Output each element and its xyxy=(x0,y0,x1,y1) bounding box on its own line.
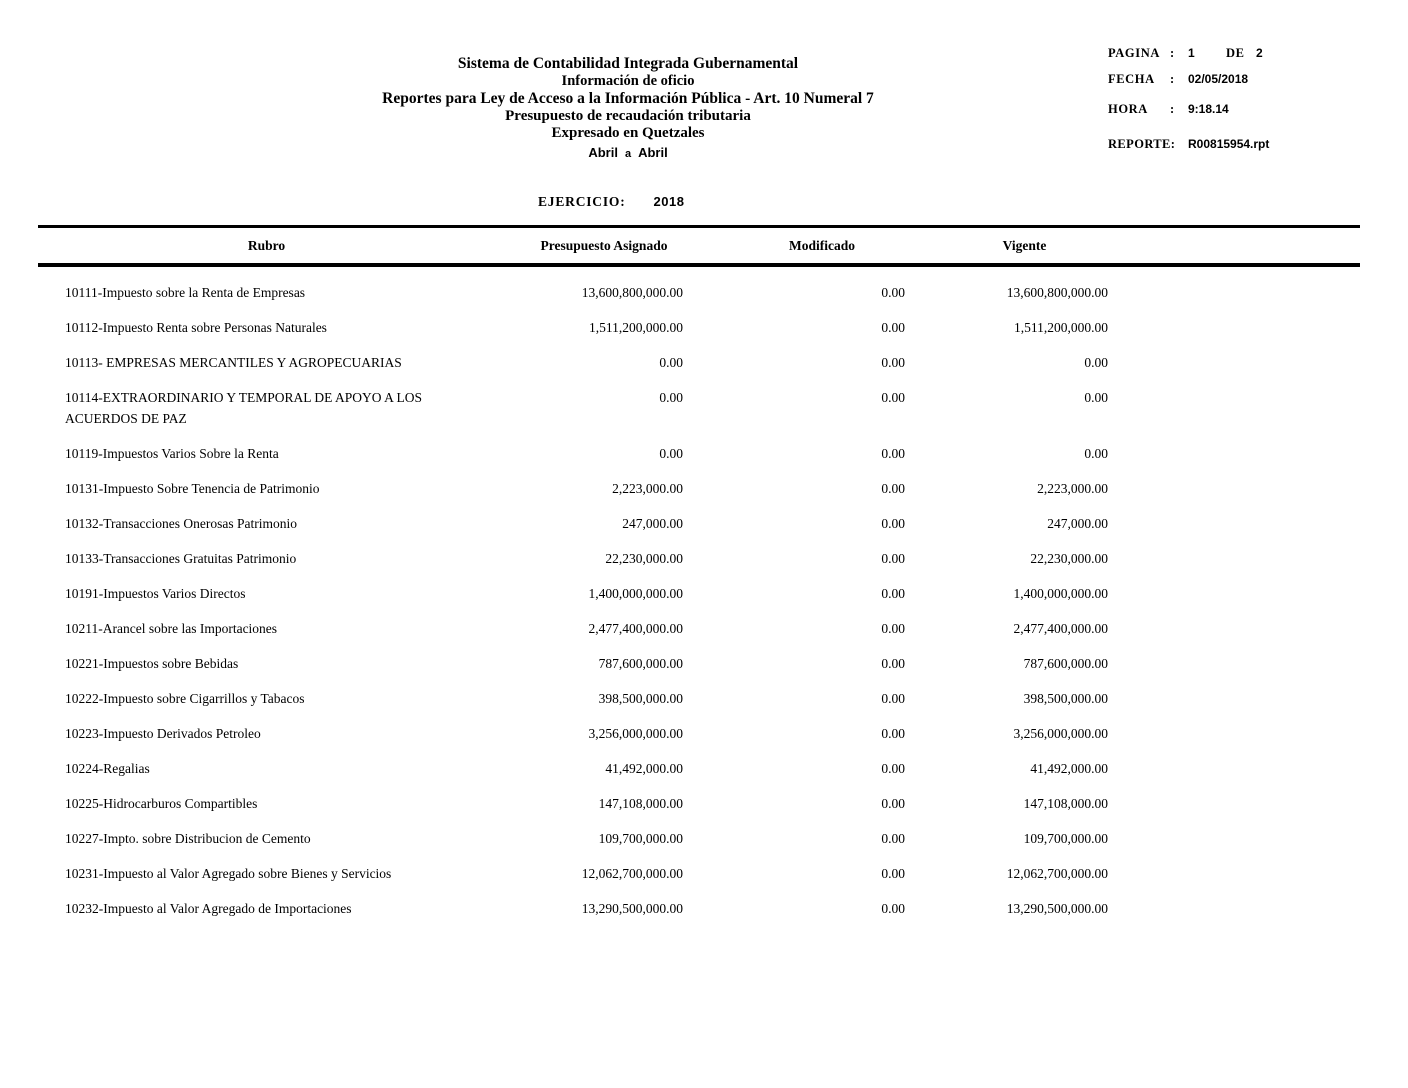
table-body xyxy=(38,267,1360,919)
cell-asignado: 13,290,500,000.00 xyxy=(581,901,683,916)
cell-rubro: 10211-Arancel sobre las Importaciones xyxy=(65,621,278,636)
cell-asignado: 2,223,000.00 xyxy=(612,481,683,496)
cell-vigente: 13,600,800,000.00 xyxy=(1006,285,1108,300)
column-header-vigente: Vigente xyxy=(1002,237,1047,253)
cell-rubro: 10222-Impuesto sobre Cigarrillos y Tabacos xyxy=(65,691,305,706)
fecha-colon: : xyxy=(1170,72,1175,86)
cell-asignado: 1,400,000,000.00 xyxy=(588,586,683,601)
meta-reporte-row xyxy=(1108,137,1269,152)
cell-asignado: 0.00 xyxy=(659,390,683,405)
meta-fecha-row xyxy=(1108,72,1269,87)
cell-asignado: 0.00 xyxy=(659,446,683,461)
cell-vigente: 1,511,200,000.00 xyxy=(1014,320,1108,335)
cell-vigente: 22,230,000.00 xyxy=(1030,551,1108,566)
budget-table xyxy=(38,225,1360,933)
cell-modificado: 0.00 xyxy=(881,796,905,811)
table-row xyxy=(38,282,1360,303)
hora-label: HORA xyxy=(1108,102,1148,116)
pagina-value: 1 xyxy=(1188,46,1195,60)
cell-vigente: 247,000.00 xyxy=(1047,516,1108,531)
cell-vigente: 0.00 xyxy=(1084,355,1108,370)
cell-modificado: 0.00 xyxy=(881,831,905,846)
cell-asignado: 12,062,700,000.00 xyxy=(581,866,683,881)
pagina-colon: : xyxy=(1170,46,1175,60)
table-row xyxy=(38,618,1360,639)
cell-modificado: 0.00 xyxy=(881,586,905,601)
table-row xyxy=(38,583,1360,604)
cell-vigente: 147,108,000.00 xyxy=(1023,796,1108,811)
column-header-rubro: Rubro xyxy=(247,237,286,253)
hora-colon: : xyxy=(1170,102,1175,116)
cell-rubro: 10112-Impuesto Renta sobre Personas Naturales xyxy=(65,320,327,335)
table-row xyxy=(38,478,1360,499)
cell-vigente: 2,477,400,000.00 xyxy=(1013,621,1108,636)
table-row xyxy=(38,513,1360,534)
cell-modificado: 0.00 xyxy=(881,691,905,706)
hora-value: 9:18.14 xyxy=(1188,102,1229,116)
fecha-value: 02/05/2018 xyxy=(1188,72,1249,86)
table-row xyxy=(38,723,1360,744)
cell-modificado: 0.00 xyxy=(881,516,905,531)
cell-asignado: 2,477,400,000.00 xyxy=(588,621,683,636)
cell-rubro: 10113- EMPRESAS MERCANTILES Y AGROPECUARIAS xyxy=(65,355,402,370)
reporte-value: R00815954.rpt xyxy=(1188,137,1270,151)
report-subtitle-oficio: Información de oficio xyxy=(561,73,695,89)
cell-rubro: 10132-Transacciones Onerosas Patrimonio xyxy=(65,516,297,531)
cell-modificado: 0.00 xyxy=(881,621,905,636)
cell-modificado: 0.00 xyxy=(881,656,905,671)
cell-rubro: 10225-Hidrocarburos Compartibles xyxy=(65,796,258,811)
report-period xyxy=(312,143,944,164)
cell-modificado: 0.00 xyxy=(881,551,905,566)
column-header-presupuesto-asignado: Presupuesto Asignado xyxy=(540,237,668,253)
meta-pagina-row xyxy=(1108,46,1269,61)
period-to: Abril xyxy=(638,144,668,160)
cell-vigente: 13,290,500,000.00 xyxy=(1006,901,1108,916)
cell-rubro: 10223-Impuesto Derivados Petroleo xyxy=(65,726,261,741)
table-row xyxy=(38,317,1360,338)
cell-vigente: 0.00 xyxy=(1084,390,1108,405)
cell-asignado: 247,000.00 xyxy=(622,516,683,531)
period-from: Abril xyxy=(588,144,618,160)
cell-vigente: 41,492,000.00 xyxy=(1030,761,1108,776)
column-header-modificado: Modificado xyxy=(789,237,855,253)
total-pages-value: 2 xyxy=(1256,46,1263,60)
table-row xyxy=(38,352,1360,373)
cell-rubro: 10191-Impuestos Varios Directos xyxy=(65,586,246,601)
cell-asignado: 398,500,000.00 xyxy=(598,691,683,706)
cell-rubro: 10114-EXTRAORDINARIO Y TEMPORAL DE APOYO A LOS ACUERDOS DE PAZ xyxy=(65,390,423,426)
cell-asignado: 147,108,000.00 xyxy=(598,796,683,811)
cell-asignado: 13,600,800,000.00 xyxy=(581,285,683,300)
cell-modificado: 0.00 xyxy=(881,866,905,881)
cell-rubro: 10221-Impuestos sobre Bebidas xyxy=(65,656,239,671)
ejercicio-label: EJERCICIO: xyxy=(538,194,626,209)
report-system-title: Sistema de Contabilidad Integrada Gubernamental xyxy=(457,55,799,72)
report-subtitle-ley-acceso: Reportes para Ley de Acceso a la Información Pública - Art. 10 Numeral 7 xyxy=(382,90,874,107)
cell-asignado: 3,256,000,000.00 xyxy=(588,726,683,741)
pagina-label: PAGINA xyxy=(1108,46,1160,60)
cell-rubro: 10231-Impuesto al Valor Agregado sobre Bienes y Servicios xyxy=(65,866,392,881)
cell-modificado: 0.00 xyxy=(881,481,905,496)
cell-asignado: 22,230,000.00 xyxy=(605,551,683,566)
cell-asignado: 0.00 xyxy=(659,355,683,370)
cell-modificado: 0.00 xyxy=(881,446,905,461)
cell-rubro: 10111-Impuesto sobre la Renta de Empresas xyxy=(65,285,306,300)
cell-vigente: 787,600,000.00 xyxy=(1023,656,1108,671)
cell-vigente: 3,256,000,000.00 xyxy=(1013,726,1108,741)
report-title-block xyxy=(312,55,944,164)
cell-vigente: 1,400,000,000.00 xyxy=(1013,586,1108,601)
de-label: DE xyxy=(1226,46,1245,60)
fecha-label: FECHA xyxy=(1108,72,1155,86)
cell-modificado: 0.00 xyxy=(881,726,905,741)
cell-vigente: 12,062,700,000.00 xyxy=(1006,866,1108,881)
table-header-row xyxy=(38,228,1360,263)
meta-hora-row xyxy=(1108,102,1269,117)
cell-modificado: 0.00 xyxy=(881,320,905,335)
table-row xyxy=(38,863,1360,884)
cell-vigente: 0.00 xyxy=(1084,446,1108,461)
cell-rubro: 10119-Impuestos Varios Sobre la Renta xyxy=(65,446,279,461)
report-subtitle-quetzales: Expresado en Quetzales xyxy=(551,125,705,141)
table-row xyxy=(38,758,1360,779)
period-separator: a xyxy=(624,147,632,160)
table-row xyxy=(38,898,1360,919)
cell-asignado: 1,511,200,000.00 xyxy=(589,320,683,335)
cell-vigente: 2,223,000.00 xyxy=(1037,481,1108,496)
cell-asignado: 41,492,000.00 xyxy=(605,761,683,776)
cell-asignado: 787,600,000.00 xyxy=(598,656,683,671)
cell-rubro: 10131-Impuesto Sobre Tenencia de Patrimonio xyxy=(65,481,320,496)
cell-rubro: 10133-Transacciones Gratuitas Patrimonio xyxy=(65,551,297,566)
table-row xyxy=(38,548,1360,569)
cell-asignado: 109,700,000.00 xyxy=(598,831,683,846)
table-row xyxy=(38,793,1360,814)
cell-vigente: 398,500,000.00 xyxy=(1023,691,1108,706)
table-row xyxy=(38,443,1360,464)
table-row xyxy=(38,688,1360,709)
cell-modificado: 0.00 xyxy=(881,285,905,300)
cell-rubro: 10232-Impuesto al Valor Agregado de Importaciones xyxy=(65,901,352,916)
table-row xyxy=(38,828,1360,849)
reporte-label: REPORTE: xyxy=(1108,137,1176,151)
cell-rubro: 10224-Regalias xyxy=(65,761,150,776)
cell-vigente: 109,700,000.00 xyxy=(1023,831,1108,846)
cell-modificado: 0.00 xyxy=(881,390,905,405)
ejercicio-value: 2018 xyxy=(653,194,685,209)
table-row xyxy=(38,387,1360,429)
table-row xyxy=(38,653,1360,674)
cell-rubro: 10227-Impto. sobre Distribucion de Cemento xyxy=(65,831,311,846)
report-subtitle-presupuesto: Presupuesto de recaudación tributaria xyxy=(505,107,751,124)
cell-modificado: 0.00 xyxy=(881,355,905,370)
ejercicio-line xyxy=(538,194,684,210)
report-meta-block xyxy=(1108,46,1269,163)
cell-modificado: 0.00 xyxy=(881,761,905,776)
cell-modificado: 0.00 xyxy=(881,901,905,916)
